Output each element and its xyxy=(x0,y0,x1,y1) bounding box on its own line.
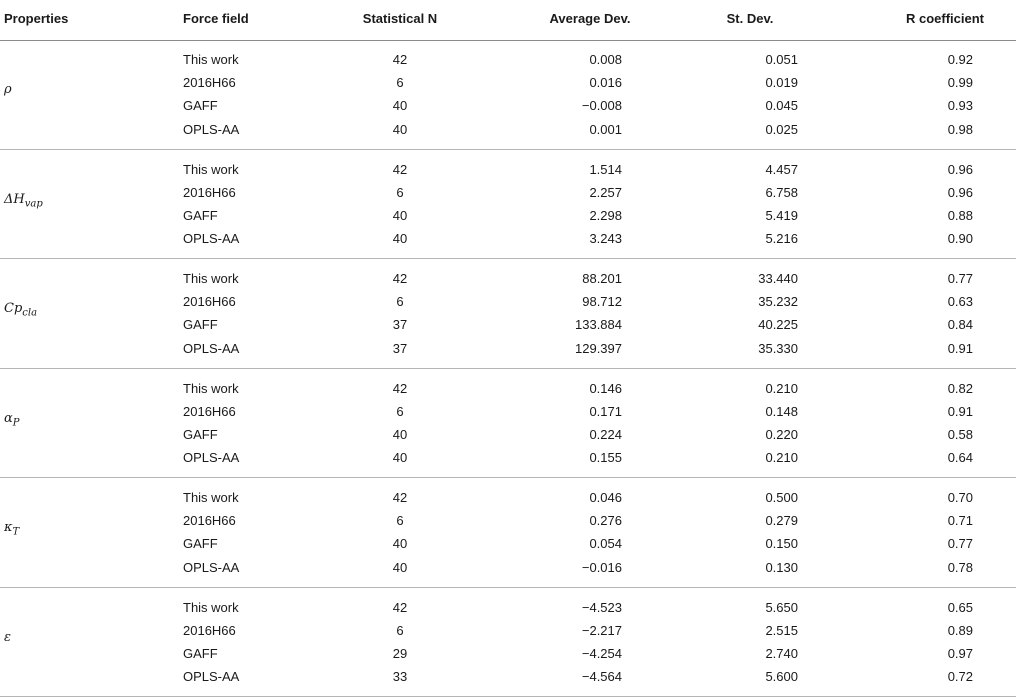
statistical-n-cell: 6 xyxy=(396,513,404,529)
table-row xyxy=(0,642,1016,665)
average-dev-cell: 0.008 xyxy=(589,52,622,67)
force-field-cell: GAFF xyxy=(183,536,218,552)
average-dev-cell: 0.146 xyxy=(589,380,622,396)
r-coefficient-cell: 0.77 xyxy=(947,271,973,286)
average-dev-cell: −4.523 xyxy=(581,599,622,615)
average-dev-cell: 0.224 xyxy=(589,426,622,442)
statistical-n-cell: 6 xyxy=(396,403,404,419)
header-force-field: Force field xyxy=(183,11,249,26)
st-dev-cell: 35.232 xyxy=(758,294,798,310)
r-coefficient-cell: 0.72 xyxy=(947,669,973,685)
st-dev-cell: 2.740 xyxy=(765,645,798,661)
property-symbol-main: Cp xyxy=(4,301,23,316)
force-field-cell: This work xyxy=(183,380,239,396)
force-field-cell: GAFF xyxy=(183,98,218,114)
r-coefficient-cell: 0.84 xyxy=(947,317,973,333)
force-field-cell: OPLS-AA xyxy=(183,669,240,685)
st-dev-cell: 2.515 xyxy=(765,622,798,638)
force-field-cell: OPLS-AA xyxy=(183,450,240,466)
table-row xyxy=(0,486,1016,509)
header-statistical-n: Statistical N xyxy=(362,11,438,26)
statistical-n-cell: 42 xyxy=(392,161,408,177)
force-field-cell: This work xyxy=(183,490,239,505)
property-symbol-main: ε xyxy=(4,629,11,645)
table-row xyxy=(0,509,1016,532)
statistical-n-cell: 6 xyxy=(396,294,404,310)
force-field-cell: 2016H66 xyxy=(183,294,236,310)
table-row xyxy=(0,596,1016,619)
r-coefficient-cell: 0.65 xyxy=(947,599,973,615)
property-symbol-subscript: vap xyxy=(24,198,43,210)
r-coefficient-cell: 0.97 xyxy=(947,645,973,661)
average-dev-cell: 0.001 xyxy=(589,121,622,137)
r-coefficient-cell: 0.96 xyxy=(947,184,973,200)
property-symbol-subscript: T xyxy=(12,526,20,538)
table-row xyxy=(0,227,1016,250)
st-dev-cell: 5.216 xyxy=(765,231,798,247)
table-row xyxy=(0,337,1016,360)
st-dev-cell: 6.758 xyxy=(765,184,798,200)
st-dev-cell: 0.210 xyxy=(765,380,798,396)
st-dev-cell: 0.150 xyxy=(765,536,798,552)
header-average-dev: Average Dev. xyxy=(549,11,631,26)
r-coefficient-cell: 0.63 xyxy=(947,294,973,310)
table-header xyxy=(0,0,1016,41)
statistical-n-cell: 40 xyxy=(392,121,408,137)
property-group xyxy=(0,259,1016,369)
force-field-cell: GAFF xyxy=(183,426,218,442)
statistical-n-cell: 37 xyxy=(392,340,408,356)
st-dev-cell: 5.650 xyxy=(765,599,798,615)
statistical-n-cell: 40 xyxy=(392,450,408,466)
average-dev-cell: 0.054 xyxy=(589,536,622,552)
average-dev-cell: 2.257 xyxy=(589,184,622,200)
statistical-n-cell: 40 xyxy=(392,536,408,552)
st-dev-cell: 0.019 xyxy=(765,75,798,91)
average-dev-cell: 88.201 xyxy=(582,271,622,286)
statistical-n-cell: 40 xyxy=(392,426,408,442)
average-dev-cell: 0.155 xyxy=(589,450,622,466)
statistical-n-cell: 42 xyxy=(392,380,408,396)
average-dev-cell: 0.171 xyxy=(589,403,622,419)
table-row xyxy=(0,158,1016,181)
average-dev-cell: −0.016 xyxy=(581,559,622,575)
header-properties: Properties xyxy=(4,11,69,26)
table-row xyxy=(0,665,1016,688)
table-row xyxy=(0,377,1016,400)
average-dev-cell: 98.712 xyxy=(582,294,622,310)
st-dev-cell: 0.210 xyxy=(765,450,798,466)
statistical-n-cell: 40 xyxy=(392,559,408,575)
table-row xyxy=(0,181,1016,204)
statistical-n-cell: 42 xyxy=(392,490,408,505)
statistical-n-cell: 37 xyxy=(392,317,408,333)
st-dev-cell: 35.330 xyxy=(758,340,798,356)
r-coefficient-cell: 0.58 xyxy=(947,426,973,442)
st-dev-cell: 4.457 xyxy=(765,161,798,177)
st-dev-cell: 0.130 xyxy=(765,559,798,575)
force-field-cell: 2016H66 xyxy=(183,403,236,419)
r-coefficient-cell: 0.71 xyxy=(947,513,973,529)
st-dev-cell: 0.025 xyxy=(765,121,798,137)
st-dev-cell: 5.419 xyxy=(765,207,798,223)
header-r-coefficient: R coefficient xyxy=(905,11,984,26)
st-dev-cell: 33.440 xyxy=(758,271,798,286)
r-coefficient-cell: 0.70 xyxy=(947,490,973,505)
average-dev-cell: 0.046 xyxy=(589,490,622,505)
table-row xyxy=(0,71,1016,94)
table-row xyxy=(0,532,1016,555)
table-row xyxy=(0,446,1016,469)
force-field-cell: OPLS-AA xyxy=(183,559,240,575)
r-coefficient-cell: 0.98 xyxy=(947,121,973,137)
statistical-n-cell: 40 xyxy=(392,207,408,223)
statistical-n-cell: 29 xyxy=(392,645,408,661)
average-dev-cell: −4.564 xyxy=(581,669,622,685)
force-field-cell: 2016H66 xyxy=(183,184,236,200)
r-coefficient-cell: 0.77 xyxy=(947,536,973,552)
statistical-n-cell: 42 xyxy=(392,52,408,67)
table-row xyxy=(0,94,1016,117)
force-field-cell: 2016H66 xyxy=(183,75,236,91)
property-group xyxy=(0,588,1016,698)
statistical-n-cell: 40 xyxy=(392,98,408,114)
table-row xyxy=(0,267,1016,290)
r-coefficient-cell: 0.99 xyxy=(947,75,973,91)
table-row xyxy=(0,619,1016,642)
property-group xyxy=(0,150,1016,260)
table-row xyxy=(0,290,1016,313)
r-coefficient-cell: 0.93 xyxy=(947,98,973,114)
property-group xyxy=(0,40,1016,150)
property-symbol-subscript: cla xyxy=(22,307,38,319)
table-row xyxy=(0,400,1016,423)
header-st-dev: St. Dev. xyxy=(726,11,774,26)
force-field-cell: This work xyxy=(183,52,239,67)
st-dev-cell: 0.051 xyxy=(765,52,798,67)
st-dev-cell: 5.600 xyxy=(765,669,798,685)
force-field-cell: GAFF xyxy=(183,317,218,333)
r-coefficient-cell: 0.89 xyxy=(947,622,973,638)
r-coefficient-cell: 0.91 xyxy=(947,340,973,356)
force-field-cell: GAFF xyxy=(183,645,218,661)
r-coefficient-cell: 0.96 xyxy=(947,161,973,177)
force-field-cell: This work xyxy=(183,599,239,615)
table-row xyxy=(0,423,1016,446)
r-coefficient-cell: 0.91 xyxy=(947,403,973,419)
table-row xyxy=(0,118,1016,141)
average-dev-cell: −2.217 xyxy=(581,622,622,638)
table-row xyxy=(0,313,1016,336)
st-dev-cell: 0.045 xyxy=(765,98,798,114)
table-row xyxy=(0,204,1016,227)
st-dev-cell: 0.279 xyxy=(765,513,798,529)
average-dev-cell: −0.008 xyxy=(581,98,622,114)
statistical-n-cell: 6 xyxy=(396,622,404,638)
average-dev-cell: 0.016 xyxy=(589,75,622,91)
property-symbol-main: ΔH xyxy=(4,191,25,207)
st-dev-cell: 0.500 xyxy=(765,490,798,505)
force-field-cell: This work xyxy=(183,271,239,286)
r-coefficient-cell: 0.82 xyxy=(947,380,973,396)
r-coefficient-cell: 0.88 xyxy=(947,207,973,223)
property-symbol-subscript: P xyxy=(12,417,20,429)
r-coefficient-cell: 0.64 xyxy=(947,450,973,466)
statistical-n-cell: 40 xyxy=(392,231,408,247)
average-dev-cell: 3.243 xyxy=(589,231,622,247)
average-dev-cell: 0.276 xyxy=(589,513,622,529)
average-dev-cell: 133.884 xyxy=(575,317,622,333)
st-dev-cell: 0.148 xyxy=(765,403,798,419)
property-symbol-main: ρ xyxy=(4,82,12,97)
force-field-cell: OPLS-AA xyxy=(183,121,240,137)
statistical-n-cell: 6 xyxy=(396,75,404,91)
statistical-n-cell: 33 xyxy=(392,669,408,685)
property-symbol-main: κ xyxy=(4,520,13,535)
average-dev-cell: 2.298 xyxy=(589,207,622,223)
force-field-cell: This work xyxy=(183,161,239,177)
statistical-n-cell: 42 xyxy=(392,271,408,286)
force-field-cell: OPLS-AA xyxy=(183,231,240,247)
statistical-n-cell: 6 xyxy=(396,184,404,200)
st-dev-cell: 40.225 xyxy=(758,317,798,333)
table-row xyxy=(0,556,1016,579)
statistical-n-cell: 42 xyxy=(392,599,408,615)
property-symbol-main: α xyxy=(4,410,13,426)
r-coefficient-cell: 0.78 xyxy=(947,559,973,575)
force-field-cell: OPLS-AA xyxy=(183,340,240,356)
r-coefficient-cell: 0.92 xyxy=(947,52,973,67)
r-coefficient-cell: 0.90 xyxy=(947,231,973,247)
table-row xyxy=(0,48,1016,71)
force-field-cell: 2016H66 xyxy=(183,622,236,638)
average-dev-cell: 1.514 xyxy=(589,161,622,177)
force-field-cell: 2016H66 xyxy=(183,513,236,529)
property-group xyxy=(0,369,1016,479)
force-field-cell: GAFF xyxy=(183,207,218,223)
st-dev-cell: 0.220 xyxy=(765,426,798,442)
property-group xyxy=(0,478,1016,588)
average-dev-cell: −4.254 xyxy=(581,645,622,661)
average-dev-cell: 129.397 xyxy=(575,340,622,356)
